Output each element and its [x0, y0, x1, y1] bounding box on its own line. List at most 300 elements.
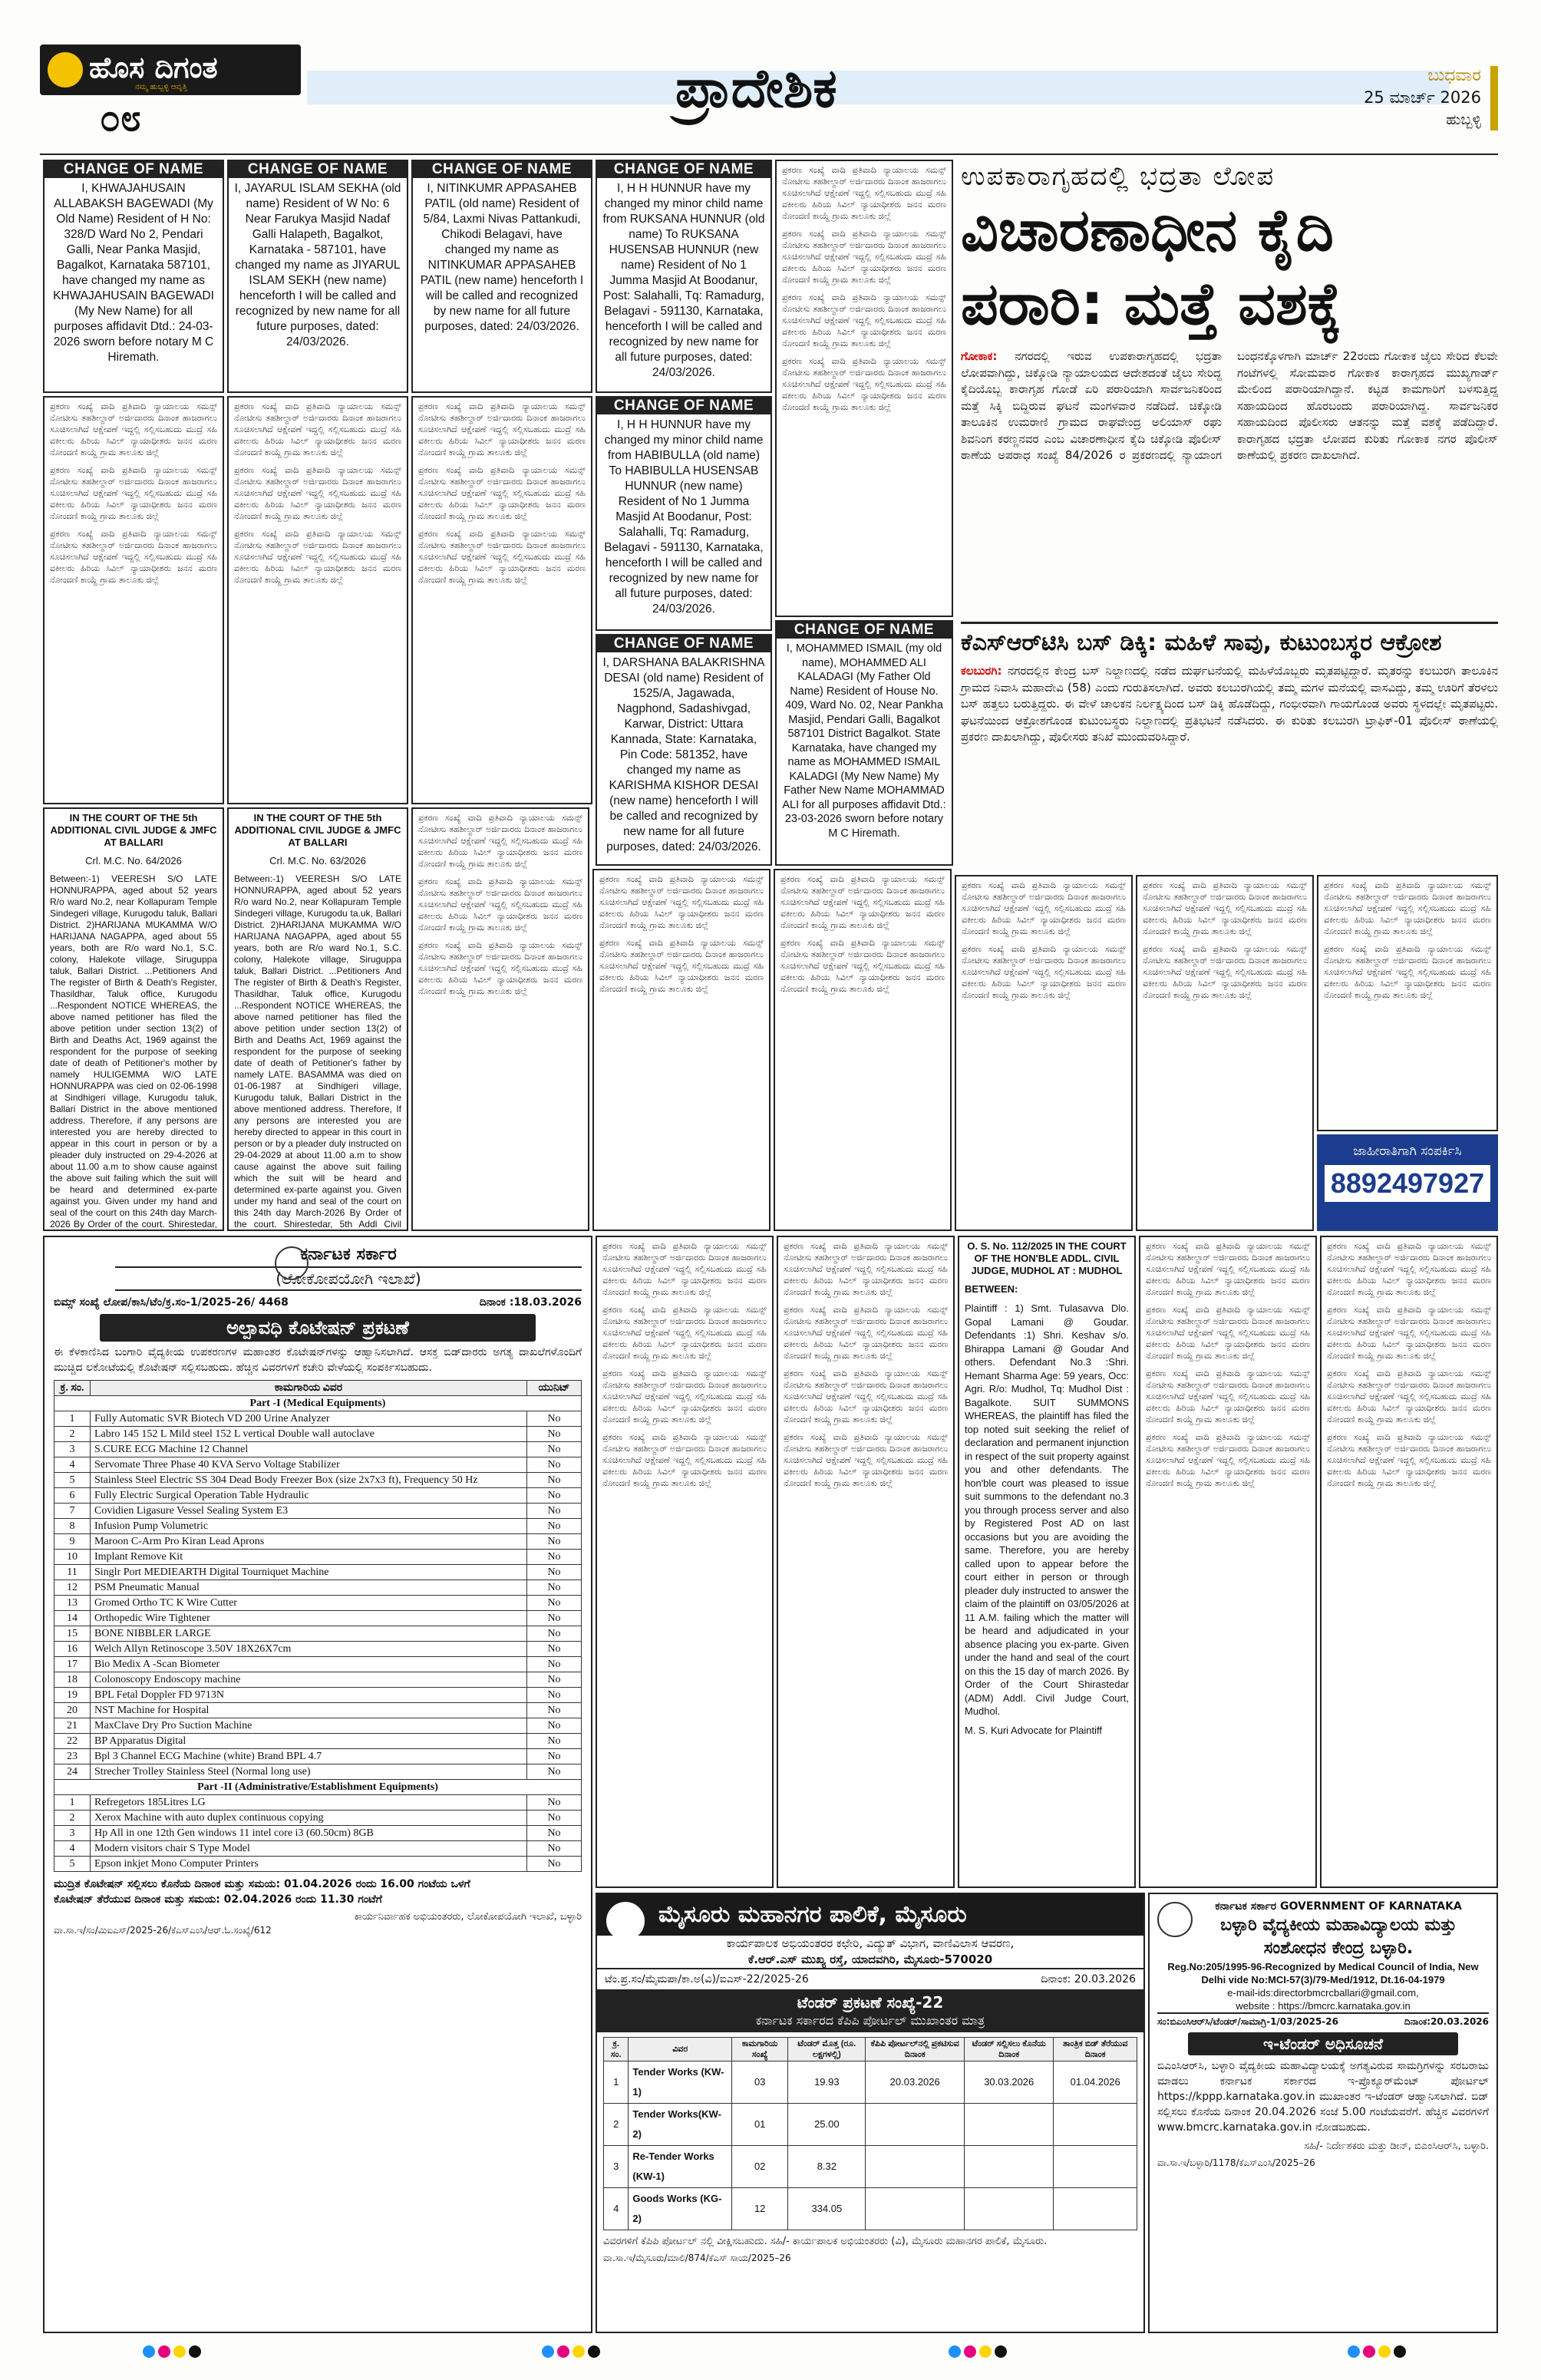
table-row	[54, 1642, 582, 1657]
notice-title: CHANGE OF NAME	[413, 161, 591, 178]
notice-text: ಪ್ರಕರಣ ಸಂಖ್ಯೆ ವಾದಿ ಪ್ರತಿವಾದಿ ನ್ಯಾಯಾಲಯ ಸಮನ್ಸ್ ನೋಟೀಸು ತಹಶೀಲ್ದಾರ್ ಅರ್ಜಿದಾರರು ದಿನಾಂಕ ಹಾಜರಾಗಲು ಸೂಚಿಸಲಾಗಿದೆ ಆಕ್ಷೇಪಣೆ ಇದ್ದಲ್ಲಿ ಸಲ್ಲಿಸಬಹುದು ಮುದ್ರೆ ಸಹಿ ವಕೀಲರು ಹಿರಿಯ ಸಿವಿಲ್ ನ್ಯಾಯಾಧೀಶರು ಜನನ ಮರಣ ನೋಂದಣಿ ಕಾಯ್ದೆ ಗ್ರಾಮ ತಾಲೂಕು ಜಿಲ್ಲೆ	[599, 874, 764, 930]
cell-item: Epson inkjet Mono Computer Printers	[91, 1857, 527, 1872]
court-body: Plaintiff : 1) Smt. Tulasavva Dlo. Gopal Lamani @ Goudar. Defendants :1) Shri. Keshav s/o. Bhirappa Lamani @ Goudar And others. Defendant No.3 :Shri. Hemant Sharma Age: 59 years, Occ: Agri. R/o: Mudhol, Tq: Mudhol Dist : Bagalkote. SUIT SUMMONS WHEREAS, the plaintiff has filed the top noted suit seeking the relief of declaration and permanent injunction in respect of the suit property against you and other defendants. The hon'ble court was pleased to issue suit summons to the defendant no.3 you through process server and also by Registered Post AD on last occasions but you are avoiding the same. Therefore, you are hereby called upon to appear before the court either in person or through pleader duly instructed to answer the claim of the plaintiff on 03/05/2026 at 11 A.M. failing which the matter will be heard and adjudicated in your absence placing you ex-parte. Given under the hand and seal of the court on this the 15 day of march 2026. By Order of the Court Shirastedar (ADM) Addl. Civil Judge Court, Mudhol.	[965, 1302, 1129, 1717]
mysuru-row	[604, 2061, 1137, 2104]
notice-text: ಪ್ರಕರಣ ಸಂಖ್ಯೆ ವಾದಿ ಪ್ರತಿವಾದಿ ನ್ಯಾಯಾಲಯ ಸಮನ್ಸ್ ನೋಟೀಸು ತಹಶೀಲ್ದಾರ್ ಅರ್ಜಿದಾರರು ದಿನಾಂಕ ಹಾಜರಾಗಲು ಸೂಚಿಸಲಾಗಿದೆ ಆಕ್ಷೇಪಣೆ ಇದ್ದಲ್ಲಿ ಸಲ್ಲಿಸಬಹುದು ಮುದ್ರೆ ಸಹಿ ವಕೀಲರು ಹಿರಿಯ ಸಿವಿಲ್ ನ್ಯಾಯಾಧೀಶರು ಜನನ ಮರಣ ನೋಂದಣಿ ಕಾಯ್ದೆ ಗ್ರಾಮ ತಾಲೂಕು ಜಿಲ್ಲೆ	[1143, 944, 1307, 1000]
cell-item: Bpl 3 Channel ECG Machine (white) Brand BPL 4.7	[91, 1749, 527, 1764]
bmcrc-reg: Reg.No:205/1995-96-Recognized by Medical Council of India, New Delhi vide No:MCI-57(3)/79-Med/1912, Dt.16-04-1979	[1167, 1961, 1479, 1986]
name-change-notice	[596, 396, 772, 631]
tender-dept: (ಲೋಕೋಪಯೋಗಿ ಇಲಾಖೆ)	[115, 1266, 582, 1291]
court-title: IN THE COURT OF THE 5th ADDITIONAL CIVIL JUDGE & JMFC AT BALLARI	[50, 812, 217, 848]
notice-text: ಪ್ರಕರಣ ಸಂಖ್ಯೆ ವಾದಿ ಪ್ರತಿವಾದಿ ನ್ಯಾಯಾಲಯ ಸಮನ್ಸ್ ನೋಟೀಸು ತಹಶೀಲ್ದಾರ್ ಅರ್ಜಿದಾರರು ದಿನಾಂಕ ಹಾಜರಾಗಲು ಸೂಚಿಸಲಾಗಿದೆ ಆಕ್ಷೇಪಣೆ ಇದ್ದಲ್ಲಿ ಸಲ್ಲಿಸಬಹುದು ಮುದ್ರೆ ಸಹಿ ವಕೀಲರು ಹಿರಿಯ ಸಿವಿಲ್ ನ್ಯಾಯಾಧೀಶರು ಜನನ ಮರಣ ನೋಂದಣಿ ಕಾಯ್ದೆ ಗ್ರಾಮ ತಾಲೂಕು ಜಿಲ್ಲೆ	[780, 938, 945, 994]
page-number: ೦೮	[100, 97, 141, 140]
tender-gov: ಕರ್ನಾಟಕ ಸರ್ಕಾರ	[300, 1245, 397, 1264]
notice-text: ಪ್ರಕರಣ ಸಂಖ್ಯೆ ವಾದಿ ಪ್ರತಿವಾದಿ ನ್ಯಾಯಾಲಯ ಸಮನ್ಸ್ ನೋಟೀಸು ತಹಶೀಲ್ದಾರ್ ಅರ್ಜಿದಾರರು ದಿನಾಂಕ ಹಾಜರಾಗಲು ಸೂಚಿಸಲಾಗಿದೆ ಆಕ್ಷೇಪಣೆ ಇದ್ದಲ್ಲಿ ಸಲ್ಲಿಸಬಹುದು ಮುದ್ರೆ ಸಹಿ ವಕೀಲರು ಹಿರಿಯ ಸಿವಿಲ್ ನ್ಯಾಯಾಧೀಶರು ಜನನ ಮರಣ ನೋಂದಣಿ ಕಾಯ್ದೆ ಗ್ರಾಮ ತಾಲೂಕು ಜಿಲ್ಲೆ	[782, 165, 946, 221]
mysuru-notice-sub: ಕರ್ನಾಟಕ ಸರ್ಕಾರದ ಕೆಪಿಪಿ ಪೋರ್ಟಲ್ ಮುಖಾಂತರ ಮಾತ್ರ	[755, 2013, 985, 2028]
table-row	[54, 1473, 582, 1488]
court-title: IN THE COURT OF THE 5th ADDITIONAL CIVIL JUDGE & JMFC AT BALLARI	[234, 812, 401, 848]
notice-text: ಪ್ರಕರಣ ಸಂಖ್ಯೆ ವಾದಿ ಪ್ರತಿವಾದಿ ನ್ಯಾಯಾಲಯ ಸಮನ್ಸ್ ನೋಟೀಸು ತಹಶೀಲ್ದಾರ್ ಅರ್ಜಿದಾರರು ದಿನಾಂಕ ಹಾಜರಾಗಲು ಸೂಚಿಸಲಾಗಿದೆ ಆಕ್ಷೇಪಣೆ ಇದ್ದಲ್ಲಿ ಸಲ್ಲಿಸಬಹುದು ಮುದ್ರೆ ಸಹಿ ವಕೀಲರು ಹಿರಿಯ ಸಿವಿಲ್ ನ್ಯಾಯಾಧೀಶರು ಜನನ ಮರಣ ನೋಂದಣಿ ಕಾಯ್ದೆ ಗ್ರಾಮ ತಾಲೂಕು ಜಿಲ್ಲೆ	[1143, 880, 1307, 936]
notice-text: ಪ್ರಕರಣ ಸಂಖ್ಯೆ ವಾದಿ ಪ್ರತಿವಾದಿ ನ್ಯಾಯಾಲಯ ಸಮನ್ಸ್ ನೋಟೀಸು ತಹಶೀಲ್ದಾರ್ ಅರ್ಜಿದಾರರು ದಿನಾಂಕ ಹಾಜರಾಗಲು ಸೂಚಿಸಲಾಗಿದೆ ಆಕ್ಷೇಪಣೆ ಇದ್ದಲ್ಲಿ ಸಲ್ಲಿಸಬಹುದು ಮುದ್ರೆ ಸಹಿ ವಕೀಲರು ಹಿರಿಯ ಸಿವಿಲ್ ನ್ಯಾಯಾಧೀಶರು ಜನನ ಮರಣ ನೋಂದಣಿ ಕಾಯ್ದೆ ಗ್ರಾಮ ತಾಲೂಕು ಜಿಲ್ಲೆ	[784, 1241, 948, 1297]
kannada-legal-notice	[955, 875, 1133, 1231]
cell-item: BPL Fetal Doppler FD 9713N	[91, 1688, 527, 1703]
notice-text: ಪ್ರಕರಣ ಸಂಖ್ಯೆ ವಾದಿ ಪ್ರತಿವಾದಿ ನ್ಯಾಯಾಲಯ ಸಮನ್ಸ್ ನೋಟೀಸು ತಹಶೀಲ್ದಾರ್ ಅರ್ಜಿದಾರರು ದಿನಾಂಕ ಹಾಜರಾಗಲು ಸೂಚಿಸಲಾಗಿದೆ ಆಕ್ಷೇಪಣೆ ಇದ್ದಲ್ಲಿ ಸಲ್ಲಿಸಬಹುದು ಮುದ್ರೆ ಸಹಿ ವಕೀಲರು ಹಿರಿಯ ಸಿವಿಲ್ ನ್ಯಾಯಾಧೀಶರು ಜನನ ಮರಣ ನೋಂದಣಿ ಕಾಯ್ದೆ ಗ್ರಾಮ ತಾಲೂಕು ಜಿಲ್ಲೆ	[418, 465, 586, 521]
table-section-row	[54, 1780, 582, 1795]
cell-unit: No	[527, 1519, 582, 1534]
pwd-emblem-icon	[275, 1246, 309, 1280]
notice-text: ಪ್ರಕರಣ ಸಂಖ್ಯೆ ವಾದಿ ಪ್ರತಿವಾದಿ ನ್ಯಾಯಾಲಯ ಸಮನ್ಸ್ ನೋಟೀಸು ತಹಶೀಲ್ದಾರ್ ಅರ್ಜಿದಾರರು ದಿನಾಂಕ ಹಾಜರಾಗಲು ಸೂಚಿಸಲಾಗಿದೆ ಆಕ್ಷೇಪಣೆ ಇದ್ದಲ್ಲಿ ಸಲ್ಲಿಸಬಹುದು ಮುದ್ರೆ ಸಹಿ ವಕೀಲರು ಹಿರಿಯ ಸಿವಿಲ್ ನ್ಯಾಯಾಧೀಶರು ಜನನ ಮರಣ ನೋಂದಣಿ ಕಾಯ್ದೆ ಗ್ರಾಮ ತಾಲೂಕು ಜಿಲ್ಲೆ	[1324, 944, 1491, 1000]
mysuru-title: ಮೈಸೂರು ಮಹಾನಗರ ಪಾಲಿಕೆ, ಮೈಸೂರು	[658, 1901, 967, 1928]
court-notice	[958, 1236, 1136, 1888]
logo-emblem-icon	[48, 52, 83, 87]
table-section-row	[54, 1396, 582, 1411]
cell-no: 1	[54, 1411, 91, 1427]
tender-opening: ಕೊಟೇಷನ್ ತೆರೆಯುವ ದಿನಾಂಕ ಮತ್ತು ಸಮಯ: 02.04.2026 ರಂದು 11.30 ಗಂಟೆಗೆ	[54, 1893, 382, 1906]
table-row	[54, 1826, 582, 1841]
table-row	[54, 1519, 582, 1534]
notice-body: I, H H HUNNUR have my changed my minor child name from HABIBULLA (old name) To HABIBULLA HUSENSAB HUNNUR (new name) Resident of No 1 Jumma Masjid At Boodanur, Post: Salahalli, Tq: Ramadurg, Belagavi - 591130, Karnataka, henceforth I will be called and recognized by new name for all future purposes, dated: 24/03/2026.	[604, 418, 764, 616]
table-row	[54, 1534, 582, 1550]
notice-body: I, DARSHANA BALAKRISHNA DESAI (old name) Resident of 1525/A, Jagawada, Nagphond, Sadashivgad, Karwar, District: Uttara Kannada, State: Karnataka, Pin Code: 581352, have changed my name as KARISHMA KISHOR DESAI (new name) henceforth I will be called and recognized by new name for all future purposes, dated: 24/03/2026.	[602, 656, 765, 853]
cell-unit: No	[527, 1688, 582, 1703]
table-row	[54, 1749, 582, 1764]
cell-item: Stainless Steel Electric SS 304 Dead Body Freezer Box (size 2x7x3 ft), Frequency 50 Hz	[91, 1473, 527, 1488]
table-row	[54, 1734, 582, 1749]
cell-item: Xerox Machine with auto duplex continuous copying	[91, 1811, 527, 1826]
cell-item: PSM Pneumatic Manual	[91, 1580, 527, 1596]
table-row	[54, 1857, 582, 1872]
section-label: Part -I (Medical Equipments)	[54, 1396, 582, 1411]
mysuru-cell	[965, 2188, 1054, 2230]
col-unit: ಯುನಿಟ್	[527, 1381, 582, 1396]
notice-text: ಪ್ರಕರಣ ಸಂಖ್ಯೆ ವಾದಿ ಪ್ರತಿವಾದಿ ನ್ಯಾಯಾಲಯ ಸಮನ್ಸ್ ನೋಟೀಸು ತಹಶೀಲ್ದಾರ್ ಅರ್ಜಿದಾರರು ದಿನಾಂಕ ಹಾಜರಾಗಲು ಸೂಚಿಸಲಾಗಿದೆ ಆಕ್ಷೇಪಣೆ ಇದ್ದಲ್ಲಿ ಸಲ್ಲಿಸಬಹುದು ಮುದ್ರೆ ಸಹಿ ವಕೀಲರು ಹಿರಿಯ ಸಿವಿಲ್ ನ್ಯಾಯಾಧೀಶರು ಜನನ ಮರಣ ನೋಂದಣಿ ಕಾಯ್ದೆ ಗ್ರಾಮ ತಾಲೂಕು ಜಿಲ್ಲೆ	[1327, 1241, 1491, 1297]
cell-item: Welch Allyn Retinoscope 3.50V 18X26X7cm	[91, 1642, 527, 1657]
table-row	[54, 1504, 582, 1519]
mysuru-cell: Tender Works (KW-1)	[629, 2061, 732, 2104]
cell-unit: No	[527, 1841, 582, 1857]
mysuru-cell: 01.04.2026	[1054, 2061, 1137, 2104]
tender-deadline: ಮುದ್ರಿತ ಕೊಟೇಷನ್ ಸಲ್ಲಿಸಲು ಕೊನೆಯ ದಿನಾಂಕ ಮತ್ತು ಸಮಯ: 01.04.2026 ರಂದು 16.00 ಗಂಟೆಯ ಒಳಗೆ	[54, 1878, 470, 1890]
notice-body: I, JAYARUL ISLAM SEKHA (old name) Resident of W No: 6 Near Farukya Masjid Nadaf Galli Halapeth, Bagalkot, Karnataka - 587101, have changed my name as JIYARUL ISLAM SEKH (new name) henceforth I will be called and recognized by new name for all future purposes, dated: 24/03/2026.	[234, 182, 401, 348]
cell-unit: No	[527, 1672, 582, 1688]
court-title: O. S. No. 112/2025 IN THE COURT OF THE HON'BLE ADDL. CIVIL JUDGE, MUDHOL AT : MUDHOL	[967, 1240, 1127, 1276]
name-change-notice	[227, 160, 408, 393]
cell-no: 8	[54, 1519, 91, 1534]
cell-item: MaxClave Dry Pro Suction Machine	[91, 1718, 527, 1734]
notice-body: I, MOHAMMED ISMAIL (my old name), MOHAMMED ALI KALADAGI (My Father Old Name) Resident of House No. 409, Ward No. 02, Near Pankha Masjid, Pendari Galli, Bagalkot 587101 District Bagalkot. State Karnataka, have changed my name as MOHAMMED ISMAIL KALADGI (My New Name) My Father New Name MOHAMMAD ALI for all purposes affidavit Dtd.: 23-03-2026 sworn before notary M C Hiremath.	[782, 642, 946, 840]
notice-text: ಪ್ರಕರಣ ಸಂಖ್ಯೆ ವಾದಿ ಪ್ರತಿವಾದಿ ನ್ಯಾಯಾಲಯ ಸಮನ್ಸ್ ನೋಟೀಸು ತಹಶೀಲ್ದಾರ್ ಅರ್ಜಿದಾರರು ದಿನಾಂಕ ಹಾಜರಾಗಲು ಸೂಚಿಸಲಾಗಿದೆ ಆಕ್ಷೇಪಣೆ ಇದ್ದಲ್ಲಿ ಸಲ್ಲಿಸಬಹುದು ಮುದ್ರೆ ಸಹಿ ವಕೀಲರು ಹಿರಿಯ ಸಿವಿಲ್ ನ್ಯಾಯಾಧೀಶರು ಜನನ ಮರಣ ನೋಂದಣಿ ಕಾಯ್ದೆ ಗ್ರಾಮ ತಾಲೂಕು ಜಿಲ್ಲೆ	[418, 876, 582, 933]
cell-no: 13	[54, 1596, 91, 1611]
cell-item: Singlr Port MEDIEARTH Digital Tourniquet Machine	[91, 1565, 527, 1580]
court-notice	[227, 807, 408, 1231]
mysuru-cell: 25.00	[788, 2104, 866, 2146]
bmcrc-body: ಬಿಎಂಸಿಆರ್‌ಸಿ, ಬಳ್ಳಾರಿ ವೈದ್ಯಕೀಯ ಮಹಾವಿದ್ಯಾಲಯಕ್ಕೆ ಅಗತ್ಯವಿರುವ ಸಾಮಗ್ರಿಗಳನ್ನು ಸರಬರಾಜು ಮಾಡಲು ಕರ್ನಾಟಕ ಸರ್ಕಾರದ ಇ-ಪ್ರೊಕ್ಯೂರ್‌ಮೆಂಟ್ ಪೋರ್ಟಲ್ https://kppp.karnataka.gov.in ಮುಖಾಂತರ ಇ-ಟೆಂಡರ್ ಆಹ್ವಾನಿಸಲಾಗಿದೆ. ಬಿಡ್ ಸಲ್ಲಿಸಲು ಕೊನೆಯ ದಿನಾಂಕ 20.04.2026 ಸಂಜೆ 5.00 ಗಂಟೆಯವರೆಗೆ. ಹೆಚ್ಚಿನ ವಿವರಗಳಿಗೆ www.bmcrc.karnataka.gov.in ನೋಡಬಹುದು.	[1157, 2060, 1489, 2134]
cell-unit: No	[527, 1626, 582, 1642]
mysuru-emblem-icon	[606, 1902, 645, 1940]
name-change-notice	[596, 634, 772, 866]
cell-unit: No	[527, 1795, 582, 1811]
story-headline: ವಿಚಾರಣಾಧೀನ ಕೈದಿ	[961, 196, 1334, 264]
section-label: Part -II (Administrative/Establishment Equipments)	[54, 1780, 582, 1795]
mysuru-cell: 4	[604, 2188, 629, 2230]
mysuru-col-header: ವಿವರ	[629, 2038, 732, 2061]
notice-text: ಪ್ರಕರಣ ಸಂಖ್ಯೆ ವಾದಿ ಪ್ರತಿವಾದಿ ನ್ಯಾಯಾಲಯ ಸಮನ್ಸ್ ನೋಟೀಸು ತಹಶೀಲ್ದಾರ್ ಅರ್ಜಿದಾರರು ದಿನಾಂಕ ಹಾಜರಾಗಲು ಸೂಚಿಸಲಾಗಿದೆ ಆಕ್ಷೇಪಣೆ ಇದ್ದಲ್ಲಿ ಸಲ್ಲಿಸಬಹುದು ಮುದ್ರೆ ಸಹಿ ವಕೀಲರು ಹಿರಿಯ ಸಿವಿಲ್ ನ್ಯಾಯಾಧೀಶರು ಜನನ ಮರಣ ನೋಂದಣಿ ಕಾಯ್ದೆ ಗ್ರಾಮ ತಾಲೂಕು ಜಿಲ್ಲೆ	[50, 529, 217, 585]
table-row	[54, 1488, 582, 1504]
kannada-legal-notice	[775, 160, 953, 617]
cell-item: BONE NIBBLER LARGE	[91, 1626, 527, 1642]
cell-item: Labro 145 152 L Mild steel 152 L vertical Double wall autoclave	[91, 1427, 527, 1442]
notice-text: ಪ್ರಕರಣ ಸಂಖ್ಯೆ ವಾದಿ ಪ್ರತಿವಾದಿ ನ್ಯಾಯಾಲಯ ಸಮನ್ಸ್ ನೋಟೀಸು ತಹಶೀಲ್ದಾರ್ ಅರ್ಜಿದಾರರು ದಿನಾಂಕ ಹಾಜರಾಗಲು ಸೂಚಿಸಲಾಗಿದೆ ಆಕ್ಷೇಪಣೆ ಇದ್ದಲ್ಲಿ ಸಲ್ಲಿಸಬಹುದು ಮುದ್ರೆ ಸಹಿ ವಕೀಲರು ಹಿರಿಯ ಸಿವಿಲ್ ನ್ಯಾಯಾಧೀಶರು ಜನನ ಮರಣ ನೋಂದಣಿ ಕಾಯ್ದೆ ಗ್ರಾಮ ತಾಲೂಕು ಜಿಲ್ಲೆ	[418, 940, 582, 996]
cell-unit: No	[527, 1442, 582, 1457]
notice-text: ಪ್ರಕರಣ ಸಂಖ್ಯೆ ವಾದಿ ಪ್ರತಿವಾದಿ ನ್ಯಾಯಾಲಯ ಸಮನ್ಸ್ ನೋಟೀಸು ತಹಶೀಲ್ದಾರ್ ಅರ್ಜಿದಾರರು ದಿನಾಂಕ ಹಾಜರಾಗಲು ಸೂಚಿಸಲಾಗಿದೆ ಆಕ್ಷೇಪಣೆ ಇದ್ದಲ್ಲಿ ಸಲ್ಲಿಸಬಹುದು ಮುದ್ರೆ ಸಹಿ ವಕೀಲರು ಹಿರಿಯ ಸಿವಿಲ್ ನ್ಯಾಯಾಧೀಶರು ಜನನ ಮರಣ ನೋಂದಣಿ ಕಾಯ್ದೆ ಗ್ರಾಮ ತಾಲೂಕು ಜಿಲ್ಲೆ	[602, 1432, 767, 1488]
court-body: Between:-1) VEERESH S/O LATE HONNURAPPA, aged about 52 years R/o ward No.2, near Kollapuram Temple Sindegeri village, Kurugodu taluk, Ballari District. 2)HARIJANA MUKAMMA W/O HARIJANA NAGAPPA, aged about 55 years, both are R/o ward No.1, S.C. colony, Halekote village, Siruguppa taluk, Ballari District. ...Petitioners And The register of Birth & Death's Register, Thasildhar, Taluk office, Kurugodu ...Respondent NOTICE WHEREAS, the above named petitioner has filed the above petition under section 13(2) of Birth and Deaths Act, 1969 against the respondent for the purpose of seeking date of death of Petitioner's mother by namely HULIGEMMA W/O LATE HONNURAPPA was cied on 02-06-1998 at Sindhigeri village, Kurugodu taluk, Ballari District in the above mentioned address. Therefore, if any persons are interested you are hereby directed to appear in this court in person or by a pleader duly instructed on 29-4-2026 at about 11.00 a.m to show cause against the above suit failing which the suit will be heard and determined ex-parte against you. Given under my hand and seal of the court on this 24th day March-2026 By Order of the court. Shirestedar,	[50, 873, 217, 1230]
cell-unit: No	[527, 1550, 582, 1565]
notice-text: ಪ್ರಕರಣ ಸಂಖ್ಯೆ ವಾದಿ ಪ್ರತಿವಾದಿ ನ್ಯಾಯಾಲಯ ಸಮನ್ಸ್ ನೋಟೀಸು ತಹಶೀಲ್ದಾರ್ ಅರ್ಜಿದಾರರು ದಿನಾಂಕ ಹಾಜರಾಗಲು ಸೂಚಿಸಲಾಗಿದೆ ಆಕ್ಷೇಪಣೆ ಇದ್ದಲ್ಲಿ ಸಲ್ಲಿಸಬಹುದು ಮುದ್ರೆ ಸಹಿ ವಕೀಲರು ಹಿರಿಯ ಸಿವಿಲ್ ನ್ಯಾಯಾಧೀಶರು ಜನನ ಮರಣ ನೋಂದಣಿ ಕಾಯ್ದೆ ಗ್ರಾಮ ತಾಲೂಕು ಜಿಲ್ಲೆ	[234, 401, 401, 457]
tender-ref-no: ಬಿಮ್ಸ್ ಸಂಖ್ಯೆ ಲೋಪ/ಕಾಸಿ/ಟೆಂ/ಕ್ರ.ಸಂ-1/2025-26/ 4468	[54, 1296, 289, 1309]
cell-no: 2	[54, 1427, 91, 1442]
equipment-table	[54, 1380, 582, 1872]
bmcrc-title: ಬಳ್ಳಾರಿ ವೈದ್ಯಕೀಯ ಮಹಾವಿದ್ಯಾಲಯ ಮತ್ತು ಸಂಶೋಧನ ಕೇಂದ್ರ ಬಳ್ಳಾರಿ.	[1220, 1916, 1457, 1958]
notice-text: ಪ್ರಕರಣ ಸಂಖ್ಯೆ ವಾದಿ ಪ್ರತಿವಾದಿ ನ್ಯಾಯಾಲಯ ಸಮನ್ಸ್ ನೋಟೀಸು ತಹಶೀಲ್ದಾರ್ ಅರ್ಜಿದಾರರು ದಿನಾಂಕ ಹಾಜರಾಗಲು ಸೂಚಿಸಲಾಗಿದೆ ಆಕ್ಷೇಪಣೆ ಇದ್ದಲ್ಲಿ ಸಲ್ಲಿಸಬಹುದು ಮುದ್ರೆ ಸಹಿ ವಕೀಲರು ಹಿರಿಯ ಸಿವಿಲ್ ನ್ಯಾಯಾಧೀಶರು ಜನನ ಮರಣ ನೋಂದಣಿ ಕಾಯ್ದೆ ಗ್ರಾಮ ತಾಲೂಕು ಜಿಲ್ಲೆ	[418, 529, 586, 585]
kannada-legal-notice	[1136, 875, 1314, 1231]
mysuru-cell	[965, 2146, 1054, 2188]
kannada-legal-notice	[774, 869, 952, 1231]
cell-unit: No	[527, 1642, 582, 1657]
cell-item: Covidien Ligasure Vessel Sealing System E3	[91, 1504, 527, 1519]
notice-text: ಪ್ರಕರಣ ಸಂಖ್ಯೆ ವಾದಿ ಪ್ರತಿವಾದಿ ನ್ಯಾಯಾಲಯ ಸಮನ್ಸ್ ನೋಟೀಸು ತಹಶೀಲ್ದಾರ್ ಅರ್ಜಿದಾರರು ದಿನಾಂಕ ಹಾಜರಾಗಲು ಸೂಚಿಸಲಾಗಿದೆ ಆಕ್ಷೇಪಣೆ ಇದ್ದಲ್ಲಿ ಸಲ್ಲಿಸಬಹುದು ಮುದ್ರೆ ಸಹಿ ವಕೀಲರು ಹಿರಿಯ ಸಿವಿಲ್ ನ್ಯಾಯಾಧೀಶರು ಜನನ ಮರಣ ನೋಂದಣಿ ಕಾಯ್ದೆ ಗ್ರಾಮ ತಾಲೂಕು ಜಿಲ್ಲೆ	[784, 1432, 948, 1488]
kannada-legal-notice	[43, 396, 224, 804]
mysuru-cell	[866, 2146, 965, 2188]
notice-body: I, H H HUNNUR have my changed my minor child name from RUKSANA HUNNUR (old name) To RUKSANA HUSENSAB HUNNUR (new name) Resident of No 1 Jumma Masjid At Boodanur, Post: Salahalli, Tq: Ramadurg, Belagavi - 591130, Karnataka, henceforth I will be called and recognized by new name for all future purposes, dated: 24/03/2026.	[602, 182, 765, 379]
cell-item: Orthopedic Wire Tightener	[91, 1611, 527, 1626]
cell-item: Gromed Ortho TC K Wire Cutter	[91, 1596, 527, 1611]
table-row	[54, 1611, 582, 1626]
mysuru-col-header: ಟೆಂಡರ್ ಸಲ್ಲಿಸಲು ಕೊನೆಯ ದಿನಾಂಕ	[965, 2038, 1054, 2061]
kannada-legal-notice	[592, 869, 770, 1231]
notice-text: ಪ್ರಕರಣ ಸಂಖ್ಯೆ ವಾದಿ ಪ್ರತಿವಾದಿ ನ್ಯಾಯಾಲಯ ಸಮನ್ಸ್ ನೋಟೀಸು ತಹಶೀಲ್ದಾರ್ ಅರ್ಜಿದಾರರು ದಿನಾಂಕ ಹಾಜರಾಗಲು ಸೂಚಿಸಲಾಗಿದೆ ಆಕ್ಷೇಪಣೆ ಇದ್ದಲ್ಲಿ ಸಲ್ಲಿಸಬಹುದು ಮುದ್ರೆ ಸಹಿ ವಕೀಲರು ಹಿರಿಯ ಸಿವಿಲ್ ನ್ಯಾಯಾಧೀಶರು ಜನನ ಮರಣ ನೋಂದಣಿ ಕಾಯ್ದೆ ಗ್ರಾಮ ತಾಲೂಕು ಜಿಲ್ಲೆ	[780, 874, 945, 930]
cell-no: 15	[54, 1626, 91, 1642]
mysuru-cell: Goods Works (KG-2)	[629, 2188, 732, 2230]
cell-item: NST Machine for Hospital	[91, 1703, 527, 1718]
notice-text: ಪ್ರಕರಣ ಸಂಖ್ಯೆ ವಾದಿ ಪ್ರತಿವಾದಿ ನ್ಯಾಯಾಲಯ ಸಮನ್ಸ್ ನೋಟೀಸು ತಹಶೀಲ್ದಾರ್ ಅರ್ಜಿದಾರರು ದಿನಾಂಕ ಹಾಜರಾಗಲು ಸೂಚಿಸಲಾಗಿದೆ ಆಕ್ಷೇಪಣೆ ಇದ್ದಲ್ಲಿ ಸಲ್ಲಿಸಬಹುದು ಮುದ್ರೆ ಸಹಿ ವಕೀಲರು ಹಿರಿಯ ಸಿವಿಲ್ ನ್ಯಾಯಾಧೀಶರು ಜನನ ಮರಣ ನೋಂದಣಿ ಕಾಯ್ದೆ ಗ್ರಾಮ ತಾಲೂಕು ಜಿಲ್ಲೆ	[784, 1368, 948, 1424]
cell-item: Hp All in one 12th Gen windows 11 intel core i3 (60.50cm) 8GB	[91, 1826, 527, 1841]
cell-no: 16	[54, 1642, 91, 1657]
bmcrc-emblem-icon	[1157, 1902, 1193, 1937]
mysuru-cell: Tender Works(KW-2)	[629, 2104, 732, 2146]
case-number: Crl. M.C. No. 64/2026	[85, 855, 182, 867]
mysuru-col-header: ಕ್ರ. ಸಂ.	[604, 2038, 629, 2061]
kannada-legal-notice	[411, 807, 589, 1231]
notice-text: ಪ್ರಕರಣ ಸಂಖ್ಯೆ ವಾದಿ ಪ್ರತಿವಾದಿ ನ್ಯಾಯಾಲಯ ಸಮನ್ಸ್ ನೋಟೀಸು ತಹಶೀಲ್ದಾರ್ ಅರ್ಜಿದಾರರು ದಿನಾಂಕ ಹಾಜರಾಗಲು ಸೂಚಿಸಲಾಗಿದೆ ಆಕ್ಷೇಪಣೆ ಇದ್ದಲ್ಲಿ ಸಲ್ಲಿಸಬಹುದು ಮುದ್ರೆ ಸಹಿ ವಕೀಲರು ಹಿರಿಯ ಸಿವಿಲ್ ನ್ಯಾಯಾಧೀಶರು ಜನನ ಮರಣ ನೋಂದಣಿ ಕಾಯ್ದೆ ಗ್ರಾಮ ತಾಲೂಕು ಜಿಲ್ಲೆ	[962, 944, 1126, 1000]
notice-text: ಪ್ರಕರಣ ಸಂಖ್ಯೆ ವಾದಿ ಪ್ರತಿವಾದಿ ನ್ಯಾಯಾಲಯ ಸಮನ್ಸ್ ನೋಟೀಸು ತಹಶೀಲ್ದಾರ್ ಅರ್ಜಿದಾರರು ದಿನಾಂಕ ಹಾಜರಾಗಲು ಸೂಚಿಸಲಾಗಿದೆ ಆಕ್ಷೇಪಣೆ ಇದ್ದಲ್ಲಿ ಸಲ್ಲಿಸಬಹುದು ಮುದ್ರೆ ಸಹಿ ವಕೀಲರು ಹಿರಿಯ ಸಿವಿಲ್ ನ್ಯಾಯಾಧೀಶರು ಜನನ ಮರಣ ನೋಂದಣಿ ಕಾಯ್ದೆ ಗ್ರಾಮ ತಾಲೂಕು ಜಿಲ್ಲೆ	[50, 401, 217, 457]
mysuru-cell	[866, 2188, 965, 2230]
cell-no: 10	[54, 1550, 91, 1565]
notice-text: ಪ್ರಕರಣ ಸಂಖ್ಯೆ ವಾದಿ ಪ್ರತಿವಾದಿ ನ್ಯಾಯಾಲಯ ಸಮನ್ಸ್ ನೋಟೀಸು ತಹಶೀಲ್ದಾರ್ ಅರ್ಜಿದಾರರು ದಿನಾಂಕ ಹಾಜರಾಗಲು ಸೂಚಿಸಲಾಗಿದೆ ಆಕ್ಷೇಪಣೆ ಇದ್ದಲ್ಲಿ ಸಲ್ಲಿಸಬಹುದು ಮುದ್ರೆ ಸಹಿ ವಕೀಲರು ಹಿರಿಯ ಸಿವಿಲ್ ನ್ಯಾಯಾಧೀಶರು ಜನನ ಮರಣ ನೋಂದಣಿ ಕಾಯ್ದೆ ಗ್ರಾಮ ತಾಲೂಕು ಜಿಲ್ಲೆ	[782, 229, 946, 285]
notice-title: CHANGE OF NAME	[777, 622, 952, 639]
cell-item: Fully Electric Surgical Operation Table Hydraulic	[91, 1488, 527, 1504]
cell-unit: No	[527, 1857, 582, 1872]
cell-no: 17	[54, 1657, 91, 1672]
cell-no: 4	[54, 1457, 91, 1473]
notice-text: ಪ್ರಕರಣ ಸಂಖ್ಯೆ ವಾದಿ ಪ್ರತಿವಾದಿ ನ್ಯಾಯಾಲಯ ಸಮನ್ಸ್ ನೋಟೀಸು ತಹಶೀಲ್ದಾರ್ ಅರ್ಜಿದಾರರು ದಿನಾಂಕ ಹಾಜರಾಗಲು ಸೂಚಿಸಲಾಗಿದೆ ಆಕ್ಷೇಪಣೆ ಇದ್ದಲ್ಲಿ ಸಲ್ಲಿಸಬಹುದು ಮುದ್ರೆ ಸಹಿ ವಕೀಲರು ಹಿರಿಯ ಸಿವಿಲ್ ನ್ಯಾಯಾಧೀಶರು ಜನನ ಮರಣ ನೋಂದಣಿ ಕಾಯ್ದೆ ಗ್ರಾಮ ತಾಲೂಕು ಜಿಲ್ಲೆ	[602, 1305, 767, 1361]
cell-unit: No	[527, 1734, 582, 1749]
table-row	[54, 1811, 582, 1826]
notice-text: ಪ್ರಕರಣ ಸಂಖ್ಯೆ ವಾದಿ ಪ್ರತಿವಾದಿ ನ್ಯಾಯಾಲಯ ಸಮನ್ಸ್ ನೋಟೀಸು ತಹಶೀಲ್ದಾರ್ ಅರ್ಜಿದಾರರು ದಿನಾಂಕ ಹಾಜರಾಗಲು ಸೂಚಿಸಲಾಗಿದೆ ಆಕ್ಷೇಪಣೆ ಇದ್ದಲ್ಲಿ ಸಲ್ಲಿಸಬಹುದು ಮುದ್ರೆ ಸಹಿ ವಕೀಲರು ಹಿರಿಯ ಸಿವಿಲ್ ನ್ಯಾಯಾಧೀಶರು ಜನನ ಮರಣ ನೋಂದಣಿ ಕಾಯ್ದೆ ಗ್ರಾಮ ತಾಲೂಕು ಜಿಲ್ಲೆ	[234, 529, 401, 585]
story-body: ನಗರದಲ್ಲಿ ಇರುವ ಉಪಕಾರಾಗೃಹದಲ್ಲಿ ಭದ್ರತಾ ಲೋಪವಾಗಿದ್ದು, ಚಿಕ್ಕೋಡಿ ನ್ಯಾಯಾಲಯದ ಆದೇಶದಂತೆ ಜೈಲು ಸೇರಿದ್ದ ಕೈದಿಯೊಬ್ಬ ಕಾರಾಗೃಹ ಗೋಡೆ ಏರಿ ಪರಾರಿಯಾಗಿ ಸಾರ್ವಜನಿಕರಿಂದ ಮತ್ತೆ ಸಿಕ್ಕಿ ಬಿದ್ದಿರುವ ಘಟನೆ ಮಂಗಳವಾರ ನಡೆದಿದೆ. ಚಿಕ್ಕೋಡಿ ತಾಲೂಕಿನ ಉಮರಾಣಿ ಗ್ರಾಮದ ರಾಘವೇಂದ್ರ ಅಲಿಯಾಸ್ ರಘು ಶಿವನಿಂಗ ಕರಣ್ಣನವರ ಎಂಬ ವಿಚಾರಣಾಧೀನ ಕೈದಿ ಚಿಕ್ಕೋಡಿ ಪೊಲೀಸ್ ಠಾಣೆಯ ಅಪರಾಧ ಸಂಖ್ಯೆ 84/2026 ರ ಪ್ರಕರಣದಲ್ಲಿ ನ್ಯಾಯಾಂಗ ಬಂಧನಕ್ಕೊಳಗಾಗಿ ಮಾರ್ಚ್ 22ರಂದು ಗೋಕಾಕ ಜೈಲು ಸೇರಿದ ಕೆಲವೇ ಗಂಟೆಗಳಲ್ಲಿ ಸೋಮವಾರ ಗೋಕಾಕ ಕಾರಾಗೃಹದ ಮುಖ್ಯಗಾರ್ಡ್ ಮೇಲಿಂದ ಪರಾರಿಯಾಗಿದ್ದಾನೆ. ಕಟ್ಟಡ ಕಾಮಗಾರಿಗೆ ಬಳಸುತ್ತಿದ್ದ ಸಹಾಯದಿಂದ ಹೊರಬಂದು ಪರಾರಿಯಾಗಿದ್ದ. ಸಾರ್ವಜನಿಕರ ಸಹಾಯದಿಂದ ಪೊಲೀಸರು ಆತನನ್ನು ಮತ್ತೆ ವಶಕ್ಕೆ ಪಡೆದಿದ್ದಾರೆ. ಕಾರಾಗೃಹದ ಭದ್ರತಾ ಲೋಪದ ಕುರಿತು ಗೋಕಾಕ ನಗರ ಪೊಲೀಸ್ ಠಾಣೆಯಲ್ಲಿ ಪ್ರಕರಣ ದಾಖಲಾಗಿದೆ.	[961, 349, 1498, 462]
mysuru-cell: 3	[604, 2146, 629, 2188]
cell-no: 22	[54, 1734, 91, 1749]
mysuru-ref-date: ದಿನಾಂಕ: 20.03.2026	[1041, 1973, 1136, 1986]
story-headline: ಪರಾರಿ: ಮತ್ತೆ ವಶಕ್ಕೆ	[961, 269, 1342, 338]
registration-marks	[0, 2345, 1541, 2368]
tender-code: ವಾ.ಸಾ.ಇ/ಸಂ/ಮಿಐಎಸ್/2025-26/ಕೆಎಸ್ಎಂಸಿ/ಆರ್.ಓ.ಸಂಖ್ಯೆ/612	[54, 1925, 272, 1936]
bmcrc-gov: ಕರ್ನಾಟಕ ಸರ್ಕಾರ GOVERNMENT OF KARNATAKA	[1215, 1900, 1462, 1913]
name-change-notice	[775, 620, 953, 866]
header-rule	[40, 153, 1498, 155]
notice-text: ಪ್ರಕರಣ ಸಂಖ್ಯೆ ವಾದಿ ಪ್ರತಿವಾದಿ ನ್ಯಾಯಾಲಯ ಸಮನ್ಸ್ ನೋಟೀಸು ತಹಶೀಲ್ದಾರ್ ಅರ್ಜಿದಾರರು ದಿನಾಂಕ ಹಾಜರಾಗಲು ಸೂಚಿಸಲಾಗಿದೆ ಆಕ್ಷೇಪಣೆ ಇದ್ದಲ್ಲಿ ಸಲ್ಲಿಸಬಹುದು ಮುದ್ರೆ ಸಹಿ ವಕೀಲರು ಹಿರಿಯ ಸಿವಿಲ್ ನ್ಯಾಯಾಧೀಶರು ಜನನ ಮರಣ ನೋಂದಣಿ ಕಾಯ್ದೆ ಗ್ರಾಮ ತಾಲೂಕು ಜಿಲ್ಲೆ	[784, 1305, 948, 1361]
table-row	[54, 1550, 582, 1565]
notice-text: ಪ್ರಕರಣ ಸಂಖ್ಯೆ ವಾದಿ ಪ್ರತಿವಾದಿ ನ್ಯಾಯಾಲಯ ಸಮನ್ಸ್ ನೋಟೀಸು ತಹಶೀಲ್ದಾರ್ ಅರ್ಜಿದಾರರು ದಿನಾಂಕ ಹಾಜರಾಗಲು ಸೂಚಿಸಲಾಗಿದೆ ಆಕ್ಷೇಪಣೆ ಇದ್ದಲ್ಲಿ ಸಲ್ಲಿಸಬಹುದು ಮುದ್ರೆ ಸಹಿ ವಕೀಲರು ಹಿರಿಯ ಸಿವಿಲ್ ನ್ಯಾಯಾಧೀಶರು ಜನನ ಮರಣ ನೋಂದಣಿ ಕಾಯ್ದೆ ಗ್ರಾಮ ತಾಲೂಕು ಜಿಲ್ಲೆ	[1146, 1241, 1310, 1297]
ad-phone-box	[1317, 1134, 1498, 1231]
notice-text: ಪ್ರಕರಣ ಸಂಖ್ಯೆ ವಾದಿ ಪ್ರತಿವಾದಿ ನ್ಯಾಯಾಲಯ ಸಮನ್ಸ್ ನೋಟೀಸು ತಹಶೀಲ್ದಾರ್ ಅರ್ಜಿದಾರರು ದಿನಾಂಕ ಹಾಜರಾಗಲು ಸೂಚಿಸಲಾಗಿದೆ ಆಕ್ಷೇಪಣೆ ಇದ್ದಲ್ಲಿ ಸಲ್ಲಿಸಬಹುದು ಮುದ್ರೆ ಸಹಿ ವಕೀಲರು ಹಿರಿಯ ಸಿವಿಲ್ ನ್ಯಾಯಾಧೀಶರು ಜನನ ಮರಣ ನೋಂದಣಿ ಕಾಯ್ದೆ ಗ್ರಾಮ ತಾಲೂಕು ಜಿಲ್ಲೆ	[962, 880, 1126, 936]
mysuru-cell: 8.32	[788, 2146, 866, 2188]
cell-unit: No	[527, 1457, 582, 1473]
cell-item: Bio Medix A -Scan Biometer	[91, 1657, 527, 1672]
edition: ಹುಬ್ಬಳ್ಳಿ	[1446, 111, 1481, 128]
cell-no: 7	[54, 1504, 91, 1519]
cell-no: 11	[54, 1565, 91, 1580]
section-title: ಪ್ರಾದೇಶಿಕ	[675, 57, 837, 120]
issue-date: 25 ಮಾರ್ಚ್ 2026	[1364, 88, 1481, 107]
cell-item: Strecher Trolley Stainless Steel (Normal long use)	[91, 1764, 527, 1780]
table-row	[54, 1442, 582, 1457]
bmcrc-signature: ಸಹಿ/- ನಿರ್ದೇಶಕರು ಮತ್ತು ಡೀನ್, ಬಿಎಂಸಿಆರ್‌ಸಿ, ಬಳ್ಳಾರಿ.	[1304, 2141, 1489, 2152]
notice-text: ಪ್ರಕರಣ ಸಂಖ್ಯೆ ವಾದಿ ಪ್ರತಿವಾದಿ ನ್ಯಾಯಾಲಯ ಸಮನ್ಸ್ ನೋಟೀಸು ತಹಶೀಲ್ದಾರ್ ಅರ್ಜಿದಾರರು ದಿನಾಂಕ ಹಾಜರಾಗಲು ಸೂಚಿಸಲಾಗಿದೆ ಆಕ್ಷೇಪಣೆ ಇದ್ದಲ್ಲಿ ಸಲ್ಲಿಸಬಹುದು ಮುದ್ರೆ ಸಹಿ ವಕೀಲರು ಹಿರಿಯ ಸಿವಿಲ್ ನ್ಯಾಯಾಧೀಶರು ಜನನ ಮರಣ ನೋಂದಣಿ ಕಾಯ್ದೆ ಗ್ರಾಮ ತಾಲೂಕು ಜಿಲ್ಲೆ	[782, 292, 946, 348]
notice-text: ಪ್ರಕರಣ ಸಂಖ್ಯೆ ವಾದಿ ಪ್ರತಿವಾದಿ ನ್ಯಾಯಾಲಯ ಸಮನ್ಸ್ ನೋಟೀಸು ತಹಶೀಲ್ದಾರ್ ಅರ್ಜಿದಾರರು ದಿನಾಂಕ ಹಾಜರಾಗಲು ಸೂಚಿಸಲಾಗಿದೆ ಆಕ್ಷೇಪಣೆ ಇದ್ದಲ್ಲಿ ಸಲ್ಲಿಸಬಹುದು ಮುದ್ರೆ ಸಹಿ ವಕೀಲರು ಹಿರಿಯ ಸಿವಿಲ್ ನ್ಯಾಯಾಧೀಶರು ಜನನ ಮರಣ ನೋಂದಣಿ ಕಾಯ್ದೆ ಗ್ರಾಮ ತಾಲೂಕು ಜಿಲ್ಲೆ	[599, 938, 764, 994]
ad-phone-label: ಜಾಹೀರಾತಿಗಾಗಿ ಸಂಪರ್ಕಿಸಿ	[1353, 1144, 1462, 1159]
cell-no: 3	[54, 1442, 91, 1457]
mysuru-col-header: ತಾಂತ್ರಿಕ ಬಿಡ್ ತೆರೆಯುವ ದಿನಾಂಕ	[1054, 2038, 1137, 2061]
table-row	[54, 1565, 582, 1580]
cell-item: Fully Automatic SVR Biotech VD 200 Urine Analyzer	[91, 1411, 527, 1427]
main-story	[961, 160, 1498, 617]
story-divider	[961, 622, 1498, 624]
notice-text: ಪ್ರಕರಣ ಸಂಖ್ಯೆ ವಾದಿ ಪ್ರತಿವಾದಿ ನ್ಯಾಯಾಲಯ ಸಮನ್ಸ್ ನೋಟೀಸು ತಹಶೀಲ್ದಾರ್ ಅರ್ಜಿದಾರರು ದಿನಾಂಕ ಹಾಜರಾಗಲು ಸೂಚಿಸಲಾಗಿದೆ ಆಕ್ಷೇಪಣೆ ಇದ್ದಲ್ಲಿ ಸಲ್ಲಿಸಬಹುದು ಮುದ್ರೆ ಸಹಿ ವಕೀಲರು ಹಿರಿಯ ಸಿವಿಲ್ ನ್ಯಾಯಾಧೀಶರು ಜನನ ಮರಣ ನೋಂದಣಿ ಕಾಯ್ದೆ ಗ್ರಾಮ ತಾಲೂಕು ಜಿಲ್ಲೆ	[1146, 1368, 1310, 1424]
kannada-legal-notice	[1320, 1236, 1498, 1888]
masthead	[0, 0, 1541, 153]
notice-body: I, NITINKUMR APPASAHEB PATIL (old name) Resident of 5/84, Laxmi Nivas Pattankudi, Chikodi Belagavi, have changed my name as NITINKUMAR APPASAHEB PATIL (new name) henceforth I will be called and recognized by new name for all future purposes, dated: 24/03/2026.	[420, 182, 584, 333]
mysuru-col-header: ಕಾಮಗಾರಿಯ ಸಂಖ್ಯೆ	[732, 2038, 788, 2061]
tender-intro: ಈ ಕೆಳಕಾಣಿಸಿದ ಬಂಗಾರಿ ವೈದ್ಯಕೀಯ ಉಪಕರಣಗಳ ಮಹಾಂತರ ಕೊಟೇಷನ್‌ಗಳನ್ನು ಆಹ್ವಾನಿಸಲಾಗಿದೆ. ಆಸಕ್ತ ಬಿಡ್‌ದಾರರು ಅಗತ್ಯ ದಾಖಲೆಗಳೊಂದಿಗೆ ಮುಚ್ಚಿದ ಲಕೋಟೆಯಲ್ಲಿ ಕೊಟೇಷನ್ ಸಲ್ಲಿಸಬಹುದು. ಹೆಚ್ಚಿನ ವಿವರಗಳಿಗೆ ಕಚೇರಿ ವೇಳೆಯಲ್ಲಿ ಸಂಪರ್ಕಿಸಬಹುದು.	[54, 1346, 582, 1374]
cell-unit: No	[527, 1611, 582, 1626]
cell-item: Refregetors 185Litres LG	[91, 1795, 527, 1811]
mysuru-cell: 20.03.2026	[866, 2061, 965, 2104]
logo-tagline: ನಮ್ಮ ಹುಬ್ಬಳ್ಳಿ ಆವೃತ್ತಿ	[135, 83, 187, 91]
mysuru-cell	[965, 2104, 1054, 2146]
bmcrc-notice-title: ಇ-ಟೆಂಡರ್ ಅಧಿಸೂಚನೆ	[1188, 2032, 1458, 2055]
notice-text: ಪ್ರಕರಣ ಸಂಖ್ಯೆ ವಾದಿ ಪ್ರತಿವಾದಿ ನ್ಯಾಯಾಲಯ ಸಮನ್ಸ್ ನೋಟೀಸು ತಹಶೀಲ್ದಾರ್ ಅರ್ಜಿದಾರರು ದಿನಾಂಕ ಹಾಜರಾಗಲು ಸೂಚಿಸಲಾಗಿದೆ ಆಕ್ಷೇಪಣೆ ಇದ್ದಲ್ಲಿ ಸಲ್ಲಿಸಬಹುದು ಮುದ್ರೆ ಸಹಿ ವಕೀಲರು ಹಿರಿಯ ಸಿವಿಲ್ ನ್ಯಾಯಾಧೀಶರು ಜನನ ಮರಣ ನೋಂದಣಿ ಕಾಯ್ದೆ ಗ್ರಾಮ ತಾಲೂಕು ಜಿಲ್ಲೆ	[1146, 1305, 1310, 1361]
cell-unit: No	[527, 1596, 582, 1611]
mysuru-tender	[596, 1893, 1145, 2333]
kannada-legal-notice	[411, 396, 592, 804]
table-row	[54, 1657, 582, 1672]
mysuru-address: ಕೆ.ಆರ್.ಎಸ್ ಮುಖ್ಯ ರಸ್ತೆ, ಯಾದವಗಿರಿ, ಮೈಸೂರು-570020	[597, 1952, 1143, 1969]
table-row	[54, 1626, 582, 1642]
name-change-notice	[596, 160, 772, 393]
kannada-legal-notice	[1139, 1236, 1317, 1888]
notice-text: ಪ್ರಕರಣ ಸಂಖ್ಯೆ ವಾದಿ ಪ್ರತಿವಾದಿ ನ್ಯಾಯಾಲಯ ಸಮನ್ಸ್ ನೋಟೀಸು ತಹಶೀಲ್ದಾರ್ ಅರ್ಜಿದಾರರು ದಿನಾಂಕ ಹಾಜರಾಗಲು ಸೂಚಿಸಲಾಗಿದೆ ಆಕ್ಷೇಪಣೆ ಇದ್ದಲ್ಲಿ ಸಲ್ಲಿಸಬಹುದು ಮುದ್ರೆ ಸಹಿ ವಕೀಲರು ಹಿರಿಯ ಸಿವಿಲ್ ನ್ಯಾಯಾಧೀಶರು ಜನನ ಮರಣ ನೋಂದಣಿ ಕಾಯ್ದೆ ಗ್ರಾಮ ತಾಲೂಕು ಜಿಲ್ಲೆ	[602, 1368, 767, 1424]
cell-unit: No	[527, 1657, 582, 1672]
mysuru-cell: 01	[732, 2104, 788, 2146]
cell-item: S.CURE ECG Machine 12 Channel	[91, 1442, 527, 1457]
notice-text: ಪ್ರಕರಣ ಸಂಖ್ಯೆ ವಾದಿ ಪ್ರತಿವಾದಿ ನ್ಯಾಯಾಲಯ ಸಮನ್ಸ್ ನೋಟೀಸು ತಹಶೀಲ್ದಾರ್ ಅರ್ಜಿದಾರರು ದಿನಾಂಕ ಹಾಜರಾಗಲು ಸೂಚಿಸಲಾಗಿದೆ ಆಕ್ಷೇಪಣೆ ಇದ್ದಲ್ಲಿ ಸಲ್ಲಿಸಬಹುದು ಮುದ್ರೆ ಸಹಿ ವಕೀಲರು ಹಿರಿಯ ಸಿವಿಲ್ ನ್ಯಾಯಾಧೀಶರು ಜನನ ಮರಣ ನೋಂದಣಿ ಕಾಯ್ದೆ ಗ್ರಾಮ ತಾಲೂಕು ಜಿಲ್ಲೆ	[1327, 1368, 1491, 1424]
court-body: Between:-1) VEERESH S/O LATE HONNURAPPA, aged about 52 years R/o ward No.2, near Kollapuram Temple Sindegeri village, Kurugodu ta.uk, Ballari District. 2)HARIJANA MUKAMMA W/O HARIJANA NAGAPPA, aged about 55 years, both are R/o ward No.1, S.C. colony, Halekote village, Siruguppa taluk, Ballari District. ...Petitioners And The register of Birth & Death's Register, Thasildhar, Taluk office, Kurugodu ...Respondent NOTICE WHEREAS, the above named petitioner has filed the above petition under section 13(2) of Birth and Deaths Act, 1969 against the respondent for the purpose of seeking date of death of Petitioner's father by namely LATE. BASAMMA was died on 01-06-1987 at Sindhigeri village, Kurugodu taluk, Ballari District in the above mentioned address. Therefore, If any persons are interested you are hereby directed to appear in this court in person or by a pleader duly instructed on 29-04-2029 at about 11.00 a.m to show cause against the above suit failing which the suit will be heard and determined ex-parte against you. Given under my hand and seal of the court on this 24th day March-2026 By Order of the court. Shirestedar, 5th Addl Civil	[234, 873, 401, 1230]
story-dateline: ಗೋಕಾಕ:	[961, 349, 998, 363]
cell-unit: No	[527, 1811, 582, 1826]
table-row	[54, 1764, 582, 1780]
kannada-legal-notice	[1317, 875, 1498, 1131]
cell-item: Servomate Three Phase 40 KVA Servo Voltage Stabilizer	[91, 1457, 527, 1473]
notice-text: ಪ್ರಕರಣ ಸಂಖ್ಯೆ ವಾದಿ ಪ್ರತಿವಾದಿ ನ್ಯಾಯಾಲಯ ಸಮನ್ಸ್ ನೋಟೀಸು ತಹಶೀಲ್ದಾರ್ ಅರ್ಜಿದಾರರು ದಿನಾಂಕ ಹಾಜರಾಗಲು ಸೂಚಿಸಲಾಗಿದೆ ಆಕ್ಷೇಪಣೆ ಇದ್ದಲ್ಲಿ ಸಲ್ಲಿಸಬಹುದು ಮುದ್ರೆ ಸಹಿ ವಕೀಲರು ಹಿರಿಯ ಸಿವಿಲ್ ನ್ಯಾಯಾಧೀಶರು ಜನನ ಮರಣ ನೋಂದಣಿ ಕಾಯ್ದೆ ಗ್ರಾಮ ತಾಲೂಕು ಜಿಲ್ಲೆ	[602, 1241, 767, 1297]
cell-unit: No	[527, 1427, 582, 1442]
mysuru-cell: 03	[732, 2061, 788, 2104]
notice-text: ಪ್ರಕರಣ ಸಂಖ್ಯೆ ವಾದಿ ಪ್ರತಿವಾದಿ ನ್ಯಾಯಾಲಯ ಸಮನ್ಸ್ ನೋಟೀಸು ತಹಶೀಲ್ದಾರ್ ಅರ್ಜಿದಾರರು ದಿನಾಂಕ ಹಾಜರಾಗಲು ಸೂಚಿಸಲಾಗಿದೆ ಆಕ್ಷೇಪಣೆ ಇದ್ದಲ್ಲಿ ಸಲ್ಲಿಸಬಹುದು ಮುದ್ರೆ ಸಹಿ ವಕೀಲರು ಹಿರಿಯ ಸಿವಿಲ್ ನ್ಯಾಯಾಧೀಶರು ಜನನ ಮರಣ ನೋಂದಣಿ ಕಾಯ್ದೆ ಗ್ರಾಮ ತಾಲೂಕು ಜಿಲ್ಲೆ	[50, 465, 217, 521]
mysuru-cell: 1	[604, 2061, 629, 2104]
notice-text: ಪ್ರಕರಣ ಸಂಖ್ಯೆ ವಾದಿ ಪ್ರತಿವಾದಿ ನ್ಯಾಯಾಲಯ ಸಮನ್ಸ್ ನೋಟೀಸು ತಹಶೀಲ್ದಾರ್ ಅರ್ಜಿದಾರರು ದಿನಾಂಕ ಹಾಜರಾಗಲು ಸೂಚಿಸಲಾಗಿದೆ ಆಕ್ಷೇಪಣೆ ಇದ್ದಲ್ಲಿ ಸಲ್ಲಿಸಬಹುದು ಮುದ್ರೆ ಸಹಿ ವಕೀಲರು ಹಿರಿಯ ಸಿವಿಲ್ ನ್ಯಾಯಾಧೀಶರು ಜನನ ಮರಣ ನೋಂದಣಿ ಕಾಯ್ದೆ ಗ್ರಾಮ ತಾಲೂಕು ಜಿಲ್ಲೆ	[1327, 1432, 1491, 1488]
mysuru-notice-title: ಟೆಂಡರ್ ಪ್ರಕಟಣೆ ಸಂಖ್ಯೆ-22	[797, 1993, 944, 2012]
cell-unit: No	[527, 1534, 582, 1550]
cell-unit: No	[527, 1488, 582, 1504]
case-number: BETWEEN:	[965, 1283, 1018, 1295]
notice-text: ಪ್ರಕರಣ ಸಂಖ್ಯೆ ವಾದಿ ಪ್ರತಿವಾದಿ ನ್ಯಾಯಾಲಯ ಸಮನ್ಸ್ ನೋಟೀಸು ತಹಶೀಲ್ದಾರ್ ಅರ್ಜಿದಾರರು ದಿನಾಂಕ ಹಾಜರಾಗಲು ಸೂಚಿಸಲಾಗಿದೆ ಆಕ್ಷೇಪಣೆ ಇದ್ದಲ್ಲಿ ಸಲ್ಲಿಸಬಹುದು ಮುದ್ರೆ ಸಹಿ ವಕೀಲರು ಹಿರಿಯ ಸಿವಿಲ್ ನ್ಯಾಯಾಧೀಶರು ಜನನ ಮರಣ ನೋಂದಣಿ ಕಾಯ್ದೆ ಗ್ರಾಮ ತಾಲೂಕು ಜಿಲ್ಲೆ	[418, 401, 586, 457]
cell-unit: No	[527, 1826, 582, 1841]
mysuru-code: ವಾ.ಸಾ.ಇ/ಮೈಸೂರು/ಮಾಲಿ/874/ಕೆಎಸ್ ಸಾಯ/2025–26	[603, 2253, 791, 2263]
cell-unit: No	[527, 1565, 582, 1580]
cell-no: 18	[54, 1672, 91, 1688]
bmcrc-email: e-mail-ids:directorbmcrcballari@gmail.com,	[1227, 1987, 1419, 1999]
notice-text: ಪ್ರಕರಣ ಸಂಖ್ಯೆ ವಾದಿ ಪ್ರತಿವಾದಿ ನ್ಯಾಯಾಲಯ ಸಮನ್ಸ್ ನೋಟೀಸು ತಹಶೀಲ್ದಾರ್ ಅರ್ಜಿದಾರರು ದಿನಾಂಕ ಹಾಜರಾಗಲು ಸೂಚಿಸಲಾಗಿದೆ ಆಕ್ಷೇಪಣೆ ಇದ್ದಲ್ಲಿ ಸಲ್ಲಿಸಬಹುದು ಮುದ್ರೆ ಸಹಿ ವಕೀಲರು ಹಿರಿಯ ಸಿವಿಲ್ ನ್ಯಾಯಾಧೀಶರು ಜನನ ಮರಣ ನೋಂದಣಿ ಕಾಯ್ದೆ ಗ್ರಾಮ ತಾಲೂಕು ಜಿಲ್ಲೆ	[782, 356, 946, 412]
advocate: M. S. Kuri Advocate for Plaintiff	[965, 1724, 1102, 1736]
cell-no: 24	[54, 1764, 91, 1780]
notice-title: CHANGE OF NAME	[597, 161, 770, 178]
col-no: ಕ್ರ. ಸಂ.	[54, 1381, 91, 1396]
cell-no: 5	[54, 1473, 91, 1488]
header-accent-bar	[1490, 66, 1498, 130]
cell-no: 3	[54, 1826, 91, 1841]
bmcrc-tender	[1148, 1893, 1498, 2333]
notice-title: CHANGE OF NAME	[597, 635, 770, 652]
name-change-notice	[43, 160, 224, 393]
mysuru-row	[604, 2188, 1137, 2230]
cell-unit: No	[527, 1473, 582, 1488]
cell-no: 4	[54, 1841, 91, 1857]
second-story	[961, 628, 1498, 870]
mysuru-cell: 334.05	[788, 2188, 866, 2230]
story-dateline: ಕಲಬುರಗಿ:	[961, 664, 1002, 678]
weekday: ಬುಧವಾರ	[1427, 66, 1481, 85]
mysuru-row	[604, 2104, 1137, 2146]
ad-phone-number: 8892497927	[1325, 1165, 1490, 1202]
cell-unit: No	[527, 1411, 582, 1427]
table-row	[54, 1580, 582, 1596]
tender-title: ಅಲ್ಪಾವಧಿ ಕೊಟೇಷನ್ ಪ್ರಕಟಣೆ	[100, 1314, 536, 1342]
mysuru-cell	[1054, 2146, 1137, 2188]
mysuru-cell: Re-Tender Works (KW-1)	[629, 2146, 732, 2188]
notice-text: ಪ್ರಕರಣ ಸಂಖ್ಯೆ ವಾದಿ ಪ್ರತಿವಾದಿ ನ್ಯಾಯಾಲಯ ಸಮನ್ಸ್ ನೋಟೀಸು ತಹಶೀಲ್ದಾರ್ ಅರ್ಜಿದಾರರು ದಿನಾಂಕ ಹಾಜರಾಗಲು ಸೂಚಿಸಲಾಗಿದೆ ಆಕ್ಷೇಪಣೆ ಇದ್ದಲ್ಲಿ ಸಲ್ಲಿಸಬಹುದು ಮುದ್ರೆ ಸಹಿ ವಕೀಲರು ಹಿರಿಯ ಸಿವಿಲ್ ನ್ಯಾಯಾಧೀಶರು ಜನನ ಮರಣ ನೋಂದಣಿ ಕಾಯ್ದೆ ಗ್ರಾಮ ತಾಲೂಕು ಜಿಲ್ಲೆ	[234, 465, 401, 521]
notice-title: CHANGE OF NAME	[229, 161, 407, 178]
logo-text: ಹೊಸ ದಿಗಂತ	[89, 51, 218, 84]
col-item: ಕಾಮಗಾರಿಯ ವಿವರ	[91, 1381, 527, 1396]
cell-item: Maroon C-Arm Pro Kiran Lead Aprons	[91, 1534, 527, 1550]
cell-item: Colonoscopy Endoscopy machine	[91, 1672, 527, 1688]
notice-title: CHANGE OF NAME	[45, 161, 223, 178]
court-notice	[43, 807, 224, 1231]
cell-item: Implant Remove Kit	[91, 1550, 527, 1565]
table-row	[54, 1841, 582, 1857]
cell-unit: No	[527, 1580, 582, 1596]
cell-item: Modern visitors chair S Type Model	[91, 1841, 527, 1857]
cell-unit: No	[527, 1718, 582, 1734]
notice-body: I, KHWAJAHUSAIN ALLABAKSH BAGEWADI (My Old Name) Resident of H No: 328/D Ward No 2, Pendari Galli, Near Panka Masjid, Bagalkot, Karnataka 587101, have changed my name as KHWAJAHUSAIN BAGEWADI (My New Name) for all purposes affidavit Dtd.: 24-03-2026 sworn before notary M C Hiremath.	[53, 182, 214, 364]
cell-unit: No	[527, 1703, 582, 1718]
table-row	[54, 1718, 582, 1734]
bmcrc-ref-no: ಸಂ:ಬಿಎಂಸಿಆರ್‌ಸಿ/ಟೆಂಡರ್/ಸಾಮಾಗ್ರಿ-1/03/2025-26	[1157, 2016, 1338, 2027]
table-row	[54, 1411, 582, 1427]
cell-unit: No	[527, 1504, 582, 1519]
cell-item: BP Apparatus Digital	[91, 1734, 527, 1749]
cell-no: 19	[54, 1688, 91, 1703]
bmcrc-code: ವಾ.ಸಾ.ಇ/ಬಳ್ಳಾರಿ/1178/ಕೆಎಸ್ಎಂಸಿ/2025–26	[1157, 2157, 1315, 2168]
tender-ref-date: ದಿನಾಂಕ :18.03.2026	[479, 1296, 582, 1309]
cell-no: 9	[54, 1534, 91, 1550]
notice-text: ಪ್ರಕರಣ ಸಂಖ್ಯೆ ವಾದಿ ಪ್ರತಿವಾದಿ ನ್ಯಾಯಾಲಯ ಸಮನ್ಸ್ ನೋಟೀಸು ತಹಶೀಲ್ದಾರ್ ಅರ್ಜಿದಾರರು ದಿನಾಂಕ ಹಾಜರಾಗಲು ಸೂಚಿಸಲಾಗಿದೆ ಆಕ್ಷೇಪಣೆ ಇದ್ದಲ್ಲಿ ಸಲ್ಲಿಸಬಹುದು ಮುದ್ರೆ ಸಹಿ ವಕೀಲರು ಹಿರಿಯ ಸಿವಿಲ್ ನ್ಯಾಯಾಧೀಶರು ಜನನ ಮರಣ ನೋಂದಣಿ ಕಾಯ್ದೆ ಗ್ರಾಮ ತಾಲೂಕು ಜಿಲ್ಲೆ	[1327, 1305, 1491, 1361]
cell-no: 1	[54, 1795, 91, 1811]
table-row	[54, 1703, 582, 1718]
bmcrc-website: website : https://bmcrc.karnataka.gov.in	[1157, 1999, 1489, 2014]
mysuru-cell: 2	[604, 2104, 629, 2146]
mysuru-cell	[866, 2104, 965, 2146]
notice-text: ಪ್ರಕರಣ ಸಂಖ್ಯೆ ವಾದಿ ಪ್ರತಿವಾದಿ ನ್ಯಾಯಾಲಯ ಸಮನ್ಸ್ ನೋಟೀಸು ತಹಶೀಲ್ದಾರ್ ಅರ್ಜಿದಾರರು ದಿನಾಂಕ ಹಾಜರಾಗಲು ಸೂಚಿಸಲಾಗಿದೆ ಆಕ್ಷೇಪಣೆ ಇದ್ದಲ್ಲಿ ಸಲ್ಲಿಸಬಹುದು ಮುದ್ರೆ ಸಹಿ ವಕೀಲರು ಹಿರಿಯ ಸಿವಿಲ್ ನ್ಯಾಯಾಧೀಶರು ಜನನ ಮರಣ ನೋಂದಣಿ ಕಾಯ್ದೆ ಗ್ರಾಮ ತಾಲೂಕು ಜಿಲ್ಲೆ	[1324, 880, 1491, 936]
logo-banner	[40, 45, 301, 95]
cell-unit: No	[527, 1764, 582, 1780]
cell-item: Infusion Pump Volumetric	[91, 1519, 527, 1534]
kannada-legal-notice	[777, 1236, 955, 1888]
cell-no: 5	[54, 1857, 91, 1872]
story-kicker: ಉಪಕಾರಾಗೃಹದಲ್ಲಿ ಭದ್ರತಾ ಲೋಪ	[961, 161, 1275, 192]
mysuru-ref-no: ಟೆಂ.ಪ್ರ.ಸಂ/ಮೈಮಪಾ/ಕಾ.ಅ(ವಿ)/ಐಎಸ್-22/2025-26	[605, 1973, 809, 1986]
name-change-notice	[411, 160, 592, 393]
cell-no: 12	[54, 1580, 91, 1596]
mysuru-subtitle: ಕಾರ್ಯಪಾಲಕ ಅಭಿಯಂತರರ ಕಛೇರಿ, ವಿದ್ಯುತ್ ವಿಭಾಗ, ವಾಣಿವಿಲಾಸ ಆವರಣ,	[726, 1936, 1015, 1950]
cell-unit: No	[527, 1749, 582, 1764]
mysuru-cell: 30.03.2026	[965, 2061, 1054, 2104]
case-number: Crl. M.C. No. 63/2026	[269, 855, 366, 867]
kannada-legal-notice	[227, 396, 408, 804]
mysuru-cell	[1054, 2104, 1137, 2146]
mysuru-col-header: ಟೆಂಡರ್ ಮೊತ್ತ (ರೂ. ಲಕ್ಷಗಳಲ್ಲಿ)	[788, 2038, 866, 2061]
cell-no: 21	[54, 1718, 91, 1734]
table-row	[54, 1795, 582, 1811]
notice-title: CHANGE OF NAME	[597, 398, 770, 414]
mysuru-cell: 12	[732, 2188, 788, 2230]
mysuru-footer: ವಿವರಗಳಿಗೆ ಕೆಪಿಪಿ ಪೋರ್ಟಲ್ ನಲ್ಲಿ ವೀಕ್ಷಿಸಬಹುದು. ಸಹಿ/- ಕಾರ್ಯಪಾಲಕ ಅಭಿಯಂತರರು (ವಿ), ಮೈಸೂರು ಮಹಾನಗರ ಪಾಲಿಕೆ, ಮೈಸೂರು.	[603, 2236, 1048, 2247]
bmcrc-ref-date: ದಿನಾಂಕ:20.03.2026	[1404, 2016, 1489, 2027]
table-row	[54, 1672, 582, 1688]
cell-no: 23	[54, 1749, 91, 1764]
mysuru-col-header: ಕೆಪಿಪಿ ಪೋರ್ಟಲ್‌ನಲ್ಲಿ ಪ್ರಕಟಿಸುವ ದಿನಾಂಕ	[866, 2038, 965, 2061]
ballari-tender	[43, 1236, 592, 2333]
mysuru-cell: 19.93	[788, 2061, 866, 2104]
kannada-legal-notice	[596, 1236, 774, 1888]
